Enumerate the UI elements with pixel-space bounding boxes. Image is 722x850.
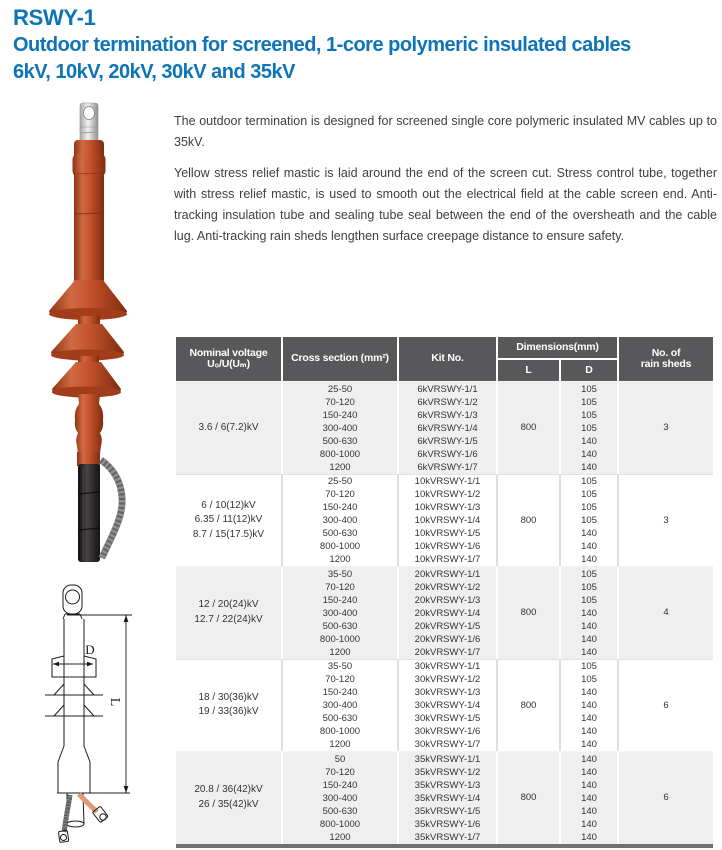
cross-section-value: 150-240 [322, 594, 358, 606]
dimension-d-value: 140 [581, 831, 597, 843]
kit-no-value: 20kVRSWY-1/6 [414, 633, 481, 645]
dimension-d-value: 140 [581, 541, 597, 552]
cross-section-cell [283, 475, 397, 567]
cross-section-value: 500-630 [322, 805, 358, 817]
kit-no-value: 35kVRSWY-1/1 [414, 753, 481, 765]
cross-section-value: 25-50 [327, 383, 353, 395]
dimension-d-value: 105 [581, 422, 597, 434]
cross-section-value: 25-50 [327, 476, 353, 487]
header-dim-l: L [498, 360, 559, 381]
rain-sheds-cell [619, 567, 713, 659]
kit-no-value: 35kVRSWY-1/4 [414, 792, 481, 804]
dimension-d-value: 140 [581, 739, 597, 750]
cross-section-value: 300-400 [322, 422, 358, 434]
voltage-cell [176, 567, 281, 659]
rain-sheds-value: 4 [663, 607, 669, 619]
diagram-l-label: L [107, 697, 122, 707]
dimension-d-value: 140 [581, 448, 597, 460]
dimension-d-value: 140 [581, 805, 597, 817]
voltage-line: 12 / 20(24)kV [198, 599, 259, 611]
cross-section-cell [283, 567, 397, 659]
cross-section-value: 150-240 [322, 409, 358, 421]
cable-oversheath [78, 464, 100, 562]
voltage-cell [176, 475, 281, 567]
dimension-d-value: 140 [581, 753, 597, 765]
dimension-d-value: 105 [581, 396, 597, 408]
dimension-d-cell [561, 475, 617, 567]
table-block [176, 566, 713, 659]
dimension-d-value: 105 [581, 476, 597, 487]
product-description [174, 111, 717, 257]
product-code: RSWY-1 [13, 5, 96, 30]
termination-product-photo [28, 102, 168, 564]
cross-section-value: 70-120 [325, 581, 355, 593]
cross-section-value: 70-120 [325, 396, 355, 408]
kit-no-value: 10kVRSWY-1/5 [414, 528, 481, 539]
cross-section-value: 800-1000 [319, 448, 361, 460]
kit-no-value: 30kVRSWY-1/1 [414, 661, 481, 672]
cross-section-value: 300-400 [322, 515, 358, 526]
cross-section-value: 50 [334, 753, 346, 765]
cross-section-value: 1200 [329, 646, 351, 658]
kit-no-value: 35kVRSWY-1/5 [414, 805, 481, 817]
dimension-l-cell [498, 567, 559, 659]
voltage-cell [176, 382, 281, 474]
diagram-shed-2 [54, 684, 94, 695]
kit-no-value: 6kVRSWY-1/2 [417, 396, 478, 408]
kit-no-value: 10kVRSWY-1/1 [414, 476, 481, 487]
dimension-d-value: 105 [581, 568, 597, 580]
kit-no-value: 30kVRSWY-1/3 [414, 687, 481, 698]
kit-no-value: 30kVRSWY-1/5 [414, 713, 481, 724]
cross-section-value: 300-400 [322, 607, 358, 619]
cross-section-value: 1200 [329, 461, 351, 473]
dimension-d-value: 105 [581, 489, 597, 500]
voltage-line: 6 / 10(12)kV [201, 499, 256, 511]
cross-section-value: 1200 [329, 739, 351, 750]
cross-section-value: 800-1000 [319, 541, 361, 552]
dimension-d-value: 140 [581, 779, 597, 791]
header-dimensions: Dimensions(mm) [498, 337, 617, 358]
kit-no-value: 10kVRSWY-1/3 [414, 502, 481, 513]
page-title-line1: Outdoor termination for screened, 1-core polymeric insulated cables [13, 34, 631, 56]
kit-no-value: 6kVRSWY-1/7 [417, 461, 478, 473]
kit-no-cell [399, 567, 496, 659]
dimension-d-value: 140 [581, 554, 597, 565]
cross-section-value: 500-630 [322, 620, 358, 632]
kit-no-value: 20kVRSWY-1/1 [414, 568, 481, 580]
kit-no-value: 35kVRSWY-1/3 [414, 779, 481, 791]
dimension-diagram [26, 560, 174, 848]
kit-no-cell [399, 752, 496, 844]
kit-no-value: 6kVRSWY-1/3 [417, 409, 478, 421]
kit-no-value: 10kVRSWY-1/7 [414, 554, 481, 565]
dimension-l-cell [498, 752, 559, 844]
voltage-line: 19 / 33(36)kV [198, 706, 259, 718]
sealing-tube [75, 394, 103, 454]
dimension-d-value: 140 [581, 461, 597, 473]
table-block [176, 474, 713, 567]
kit-no-value: 35kVRSWY-1/6 [414, 818, 481, 830]
cross-section-value: 500-630 [322, 435, 358, 447]
diagram-shed-1 [52, 656, 96, 677]
voltage-cell [176, 660, 281, 752]
dimension-d-value: 140 [581, 646, 597, 658]
kit-no-value: 20kVRSWY-1/2 [414, 581, 481, 593]
dimension-d-value: 105 [581, 515, 597, 526]
kit-no-value: 30kVRSWY-1/7 [414, 739, 481, 750]
cross-section-value: 300-400 [322, 700, 358, 711]
cross-section-value: 70-120 [325, 489, 355, 500]
rain-sheds-value: 6 [663, 792, 669, 804]
page-title [13, 4, 718, 86]
dimension-d-cell [561, 567, 617, 659]
rain-sheds-value: 3 [663, 422, 669, 434]
dimension-l-cell [498, 660, 559, 752]
kit-no-value: 6kVRSWY-1/6 [417, 448, 478, 460]
dimension-d-value: 140 [581, 607, 597, 619]
kit-no-value: 30kVRSWY-1/2 [414, 674, 481, 685]
cross-section-value: 70-120 [325, 674, 355, 685]
cross-section-cell [283, 660, 397, 752]
kit-no-value: 10kVRSWY-1/2 [414, 489, 481, 500]
dimension-d-cell [561, 660, 617, 752]
table-block [176, 659, 713, 752]
cross-section-cell [283, 382, 397, 474]
dimension-l-cell [498, 382, 559, 474]
kit-no-value: 20kVRSWY-1/4 [414, 607, 481, 619]
kit-no-value: 10kVRSWY-1/6 [414, 541, 481, 552]
kit-no-cell [399, 660, 496, 752]
kit-no-value: 20kVRSWY-1/5 [414, 620, 481, 632]
header-kit-no: Kit No. [399, 337, 496, 381]
diagram-shed-3 [54, 705, 94, 716]
voltage-line: 8.7 / 15(17.5)kV [192, 528, 265, 540]
dimension-d-value: 105 [581, 581, 597, 593]
dimension-l-value: 800 [520, 514, 537, 526]
cross-section-value: 1200 [329, 831, 351, 843]
voltage-line: 20.8 / 36(42)kV [194, 784, 263, 796]
kit-no-cell [399, 475, 496, 567]
dimension-l-value: 800 [520, 699, 537, 711]
voltage-line: 26 / 35(42)kV [198, 798, 259, 810]
table-block [176, 381, 713, 474]
dimension-d-value: 140 [581, 435, 597, 447]
kit-no-value: 6kVRSWY-1/1 [417, 383, 478, 395]
voltage-cell [176, 752, 281, 844]
rain-sheds-cell [619, 382, 713, 474]
kit-no-value: 30kVRSWY-1/6 [414, 726, 481, 737]
dimension-d-value: 105 [581, 674, 597, 685]
dimension-d-value: 140 [581, 687, 597, 698]
dimension-d-value: 140 [581, 713, 597, 724]
dimension-l-cell [498, 475, 559, 567]
voltage-line: 3.6 / 6(7.2)kV [198, 421, 259, 433]
voltage-line: 6.35 / 11(12)kV [194, 514, 263, 525]
cross-section-value: 800-1000 [319, 818, 361, 830]
rain-sheds-cell [619, 752, 713, 844]
voltage-line: 18 / 30(36)kV [198, 691, 259, 703]
rain-sheds [49, 280, 127, 398]
diagram-earth-wire [79, 794, 97, 812]
dimension-d-value: 105 [581, 661, 597, 672]
cross-section-value: 150-240 [322, 502, 358, 513]
header-cross-section: Cross section (mm²) [283, 337, 397, 381]
header-rain-sheds: No. of rain sheds [619, 337, 713, 381]
dimension-l-value: 800 [520, 607, 537, 619]
cross-section-value: 70-120 [325, 766, 355, 778]
dimension-d-cell [561, 752, 617, 844]
kit-no-value: 35kVRSWY-1/7 [414, 831, 481, 843]
dimension-l-value: 800 [520, 792, 537, 804]
kit-no-value: 6kVRSWY-1/5 [417, 435, 478, 447]
kit-no-value: 30kVRSWY-1/4 [414, 700, 481, 711]
cross-section-value: 150-240 [322, 779, 358, 791]
dimension-d-value: 105 [581, 594, 597, 606]
dimension-d-value: 140 [581, 620, 597, 632]
dimension-d-value: 140 [581, 633, 597, 645]
kit-no-value: 35kVRSWY-1/2 [414, 766, 481, 778]
dimension-d-value: 105 [581, 383, 597, 395]
rain-sheds-value: 6 [663, 699, 669, 711]
page-title-line2: 6kV, 10kV, 20kV, 30kV and 35kV [13, 61, 295, 83]
dimension-d-value: 140 [581, 818, 597, 830]
dimension-d-value: 140 [581, 700, 597, 711]
cross-section-value: 150-240 [322, 687, 358, 698]
dimension-l-value: 800 [520, 422, 537, 434]
rain-sheds-cell [619, 660, 713, 752]
kit-no-value: 20kVRSWY-1/7 [414, 646, 481, 658]
description-paragraph-1: The outdoor termination is designed for screened single core polymeric insulated MV cables up to 35kV. [174, 114, 717, 149]
kit-no-value: 6kVRSWY-1/4 [417, 422, 478, 434]
table-bottom-bar [176, 844, 713, 848]
cross-section-value: 500-630 [322, 528, 358, 539]
table-block [176, 751, 713, 844]
rain-sheds-cell [619, 475, 713, 567]
dimension-d-value: 105 [581, 502, 597, 513]
table-blocks [176, 381, 713, 844]
cross-section-value: 300-400 [322, 792, 358, 804]
header-dim-d: D [561, 360, 617, 381]
dimension-d-value: 140 [581, 792, 597, 804]
table-header [176, 337, 713, 381]
dimension-d-value: 140 [581, 726, 597, 737]
cross-section-value: 800-1000 [319, 726, 361, 737]
cross-section-value: 35-50 [327, 568, 353, 580]
kit-no-value: 20kVRSWY-1/3 [414, 594, 481, 606]
cross-section-value: 1200 [329, 554, 351, 565]
header-nominal-voltage: Nominal voltage U₀/U(Uₘ) [176, 337, 281, 381]
cross-section-value: 35-50 [327, 661, 353, 672]
cross-section-cell [283, 752, 397, 844]
kit-no-cell [399, 382, 496, 474]
dimension-d-cell [561, 382, 617, 474]
cross-section-value: 500-630 [322, 713, 358, 724]
dimension-d-value: 140 [581, 766, 597, 778]
rain-sheds-value: 3 [663, 514, 669, 526]
cross-section-value: 800-1000 [319, 633, 361, 645]
kit-no-value: 10kVRSWY-1/4 [414, 515, 481, 526]
voltage-line: 12.7 / 22(24)kV [194, 613, 263, 625]
diagram-d-label: D [85, 642, 95, 657]
description-paragraph-2: Yellow stress relief mastic is laid around the end of the screen cut. Stress control tube, together with stress relief mastic, is used to smooth out the electrical field at the cable screen end. Anti-tracking insulation tube and sealing tube seal between the end of the oversheath and the cable lug. Anti-tracking rain sheds lengthen surface creepage distance to ensure safety. [174, 166, 717, 243]
selection-table [176, 337, 713, 848]
dimension-d-value: 140 [581, 528, 597, 539]
dimension-d-value: 105 [581, 409, 597, 421]
